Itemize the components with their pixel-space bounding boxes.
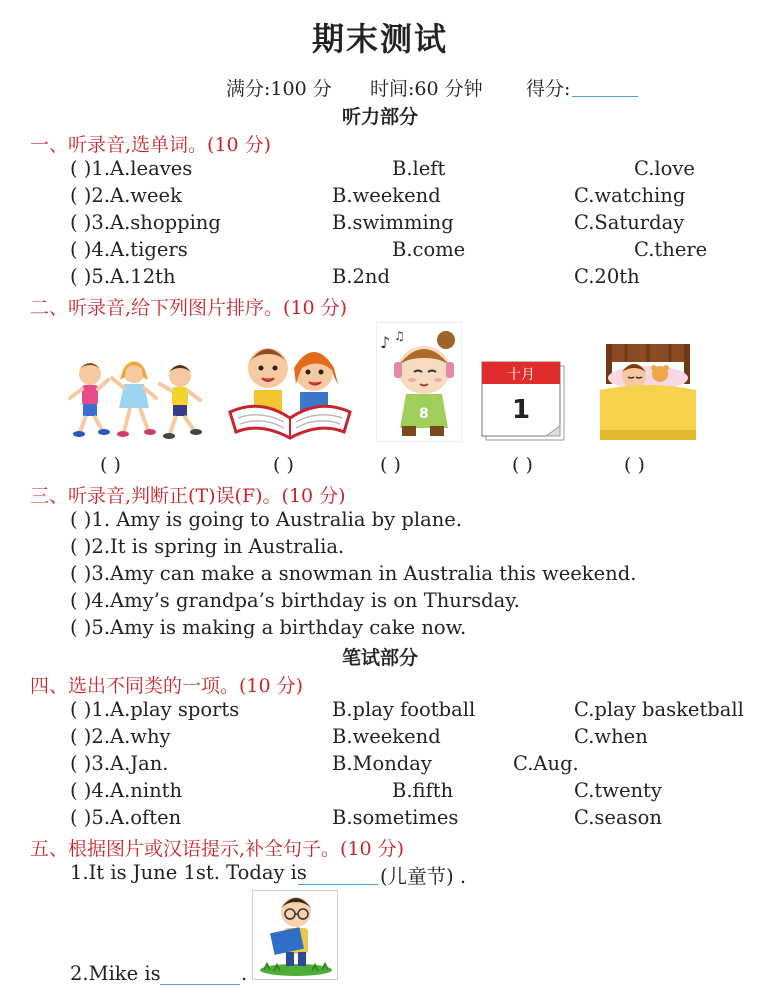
- score-blank[interactable]: [572, 80, 638, 97]
- full-score-label: 满分:100 分: [226, 78, 332, 100]
- child-sleeping-picture: [596, 344, 700, 444]
- s1-q5-c: C.20th: [574, 265, 640, 288]
- picture4-answer[interactable]: ( ): [512, 454, 533, 476]
- girl-listening-music-picture: [376, 322, 462, 442]
- s1-q5-b: B.2nd: [332, 265, 390, 288]
- s5-q2-suffix: .: [241, 962, 248, 985]
- s1-q3-c: C.Saturday: [574, 211, 685, 234]
- s1-q1-a: ( )1.A.leaves: [70, 157, 193, 180]
- s1-q2-a: ( )2.A.week: [70, 184, 182, 207]
- s3-q4: ( )4.Amy’s grandpa’s birthday is on Thursday.: [70, 589, 520, 612]
- s3-q2: ( )2.It is spring in Australia.: [70, 535, 345, 558]
- s3-q3: ( )3.Amy can make a snowman in Australia this weekend.: [70, 562, 637, 585]
- s4-q3-c: C.Aug.: [513, 752, 579, 775]
- calendar-day: 1: [511, 395, 531, 425]
- s4-q5-b: B.sometimes: [332, 806, 459, 829]
- boy-reading-picture: [252, 890, 338, 980]
- s1-q3-b: B.swimming: [332, 211, 454, 234]
- s5-q1-blank[interactable]: [298, 866, 378, 885]
- s4-q2-b: B.weekend: [332, 725, 441, 748]
- calendar-month: 十月: [507, 367, 535, 383]
- s4-q1-b: B.play football: [332, 698, 476, 721]
- section1-heading: 一、听录音,选单词。(10 分): [30, 134, 272, 156]
- listening-section-header: 听力部分: [341, 106, 418, 128]
- s4-q2-c: C.when: [574, 725, 648, 748]
- svg-text:8: 8: [419, 406, 429, 422]
- s1-q3-a: ( )3.A.shopping: [70, 211, 221, 234]
- section3-heading: 三、听录音,判断正(T)误(F)。(10 分): [30, 485, 346, 507]
- s1-q1-b: B.left: [392, 157, 446, 180]
- picture3-answer[interactable]: ( ): [380, 454, 401, 476]
- s5-q2-blank[interactable]: [160, 966, 240, 985]
- kids-reading-picture: [226, 338, 354, 442]
- s1-q1-c: C.love: [634, 157, 695, 180]
- section2-heading: 二、听录音,给下列图片排序。(10 分): [30, 297, 348, 319]
- s4-q5-c: C.season: [574, 806, 662, 829]
- s1-q4-a: ( )4.A.tigers: [70, 238, 188, 261]
- s1-q2-b: B.weekend: [332, 184, 441, 207]
- s3-q1: ( )1. Amy is going to Australia by plane.: [70, 508, 462, 531]
- s4-q1-a: ( )1.A.play sports: [70, 698, 240, 721]
- s4-q4-a: ( )4.A.ninth: [70, 779, 183, 802]
- time-label: 时间:60 分钟: [370, 78, 483, 100]
- s4-q1-c: C.play basketball: [574, 698, 744, 721]
- s1-q4-c: C.there: [634, 238, 708, 261]
- score-label: 得分:: [526, 78, 571, 100]
- section5-heading: 五、根据图片或汉语提示,补全句子。(10 分): [30, 838, 405, 860]
- s1-q5-a: ( )5.A.12th: [70, 265, 176, 288]
- writing-section-header: 笔试部分: [341, 647, 418, 669]
- s4-q4-c: C.twenty: [574, 779, 662, 802]
- page-title: 期末测试: [311, 20, 448, 58]
- s5-q2-prefix: 2.Mike is: [70, 962, 161, 985]
- s3-q5: ( )5.Amy is making a birthday cake now.: [70, 616, 467, 639]
- section4-heading: 四、选出不同类的一项。(10 分): [30, 675, 304, 697]
- s4-q5-a: ( )5.A.often: [70, 806, 182, 829]
- kids-running-picture: [68, 356, 206, 446]
- svg-text:♪: ♪: [380, 333, 391, 352]
- picture2-answer[interactable]: ( ): [273, 454, 294, 476]
- calendar-picture: [480, 358, 570, 444]
- picture5-answer[interactable]: ( ): [624, 454, 645, 476]
- s4-q3-a: ( )3.A.Jan.: [70, 752, 169, 775]
- s4-q4-b: B.fifth: [392, 779, 454, 802]
- s1-q4-b: B.come: [392, 238, 466, 261]
- s5-q1-suffix: (儿童节) .: [380, 865, 467, 888]
- s5-q1-prefix: 1.It is June 1st. Today is: [70, 861, 307, 884]
- picture1-answer[interactable]: ( ): [100, 454, 121, 476]
- s1-q2-c: C.watching: [574, 184, 686, 207]
- s4-q3-b: B.Monday: [332, 752, 432, 775]
- svg-text:♫: ♫: [394, 329, 405, 343]
- s4-q2-a: ( )2.A.why: [70, 725, 171, 748]
